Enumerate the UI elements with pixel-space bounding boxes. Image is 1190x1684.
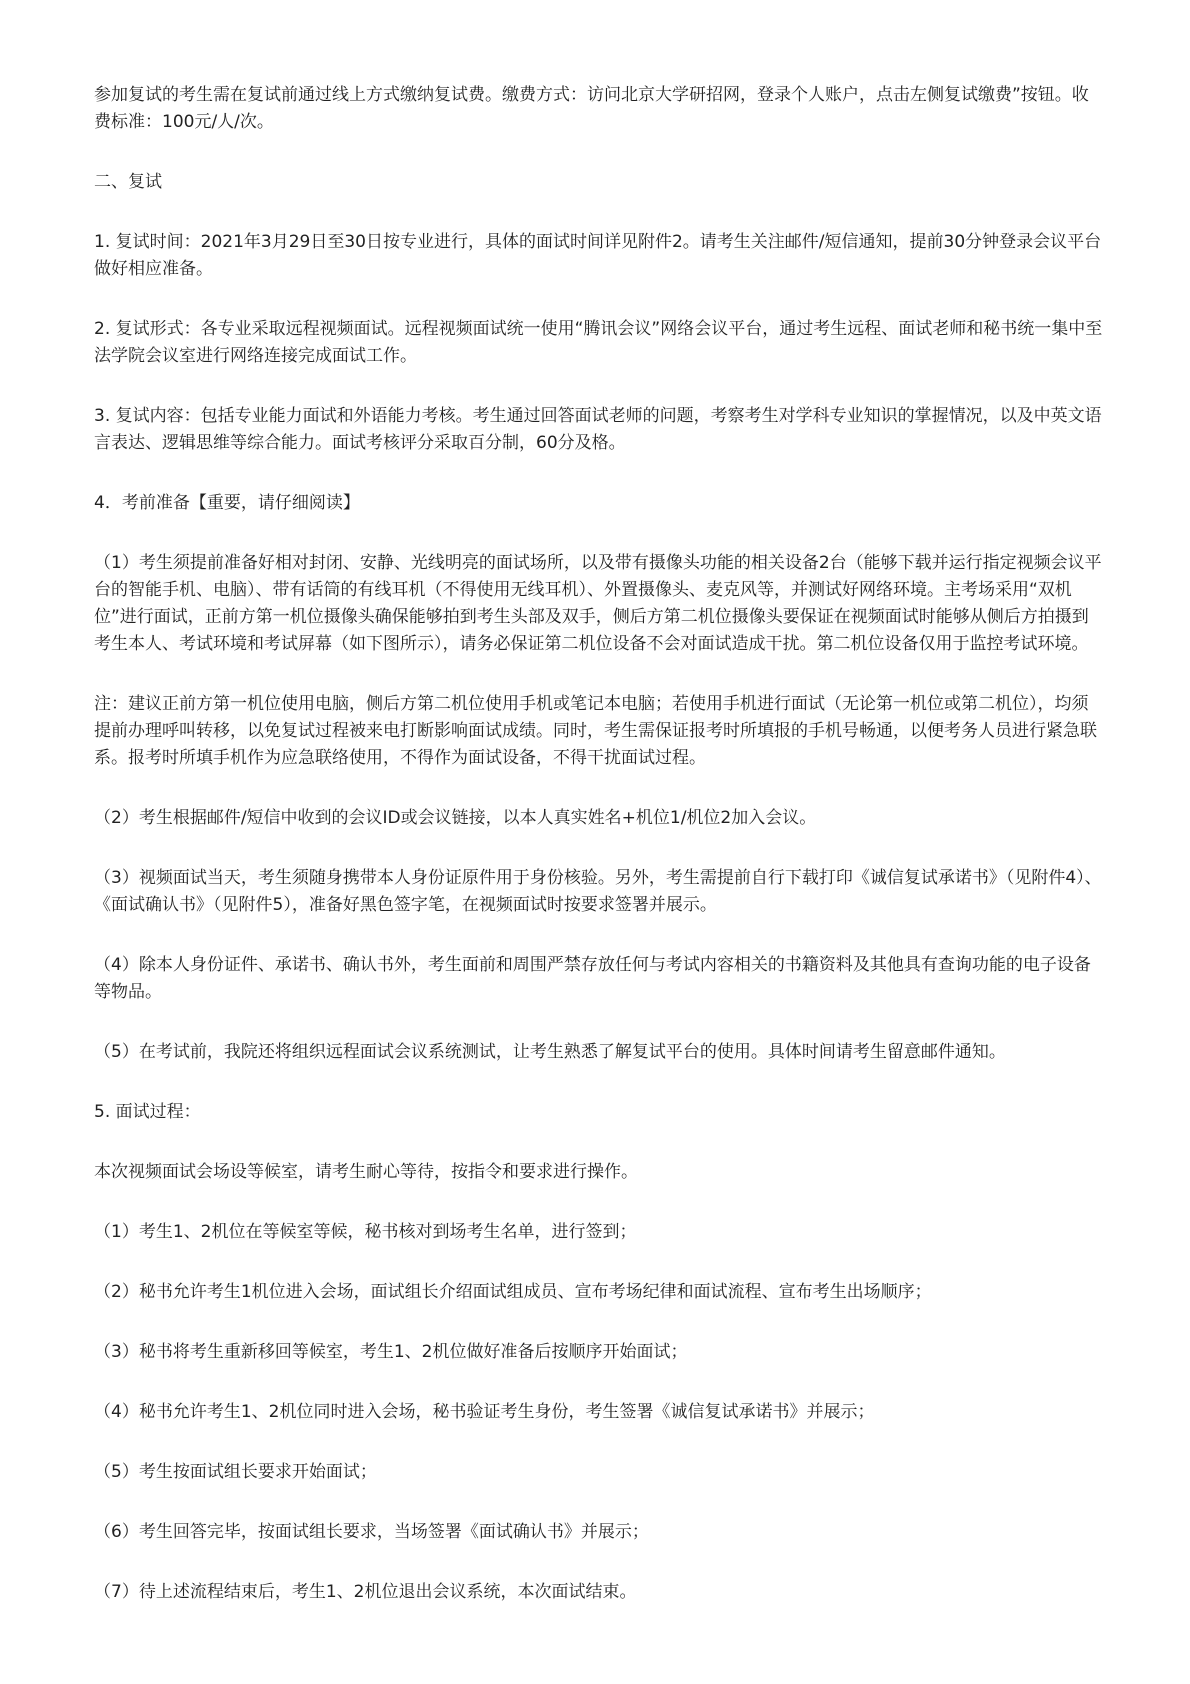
paragraph-prep-4: （4）除本人身份证件、承诺书、确认书外，考生面前和周围严禁存放任何与考试内容相关的书籍资料及其他具有查询功能的电子设备等物品。 — [94, 955, 1091, 1002]
paragraph-prep-2: （2）考生根据邮件/短信中收到的会议ID或会议链接，以本人真实姓名+机位1/机位2加入会议。 — [94, 808, 817, 828]
paragraph-process-7: （7）待上述流程结束后，考生1、2机位退出会议系统，本次面试结束。 — [94, 1582, 637, 1602]
paragraph-prep-3: （3）视频面试当天，考生须随身携带本人身份证原件用于身份核验。另外，考生需提前自行下载打印《诚信复试承诺书》（见附件4）、《面试确认书》（见附件5），准备好黑色签字笔，在视频面试时按要求签署并展示。 — [94, 868, 1102, 915]
paragraph-process-6: （6）考生回答完毕，按面试组长要求，当场签署《面试确认书》并展示； — [94, 1522, 649, 1542]
paragraph-reexam-content: 3. 复试内容：包括专业能力面试和外语能力考核。考生通过回答面试老师的问题，考察考生对学科专业知识的掌握情况，以及中英文语言表达、逻辑思维等综合能力。面试考核评分采取百分制，60分及格。 — [94, 406, 1102, 453]
document-body — [94, 82, 1104, 1639]
paragraph-prep-5: （5）在考试前，我院还将组织远程面试会议系统测试，让考生熟悉了解复试平台的使用。具体时间请考生留意邮件通知。 — [94, 1042, 1006, 1062]
paragraph-fee: 参加复试的考生需在复试前通过线上方式缴纳复试费。缴费方式：访问北京大学研招网，登录个人账户，点击左侧复试缴费”按钮。收费标准：100元/人/次。 — [94, 85, 1089, 132]
subheading-interview-process: 5. 面试过程： — [94, 1102, 201, 1122]
paragraph-reexam-time: 1. 复试时间：2021年3月29日至30日按专业进行，具体的面试时间详见附件2。请考生关注邮件/短信通知，提前30分钟登录会议平台做好相应准备。 — [94, 232, 1102, 279]
subheading-preparation: 4．考前准备【重要，请仔细阅读】 — [94, 493, 360, 513]
paragraph-prep-note: 注：建议正前方第一机位使用电脑，侧后方第二机位使用手机或笔记本电脑；若使用手机进行面试（无论第一机位或第二机位），均须提前办理呼叫转移，以免复试过程被来电打断影响面试成绩。同时，考生需保证报考时所填报的手机号畅通，以便考务人员进行紧急联系。报考时所填手机作为应急联络使用，不得作为面试设备，不得干扰面试过程。 — [94, 694, 1097, 768]
paragraph-process-1: （1）考生1、2机位在等候室等候，秘书核对到场考生名单，进行签到； — [94, 1222, 637, 1242]
paragraph-process-4: （4）秘书允许考生1、2机位同时进入会场，秘书验证考生身份，考生签署《诚信复试承诺书》并展示； — [94, 1402, 875, 1422]
section-heading-reexam: 二、复试 — [94, 172, 162, 192]
paragraph-reexam-form: 2. 复试形式：各专业采取远程视频面试。远程视频面试统一使用“腾讯会议”网络会议平台，通过考生远程、面试老师和秘书统一集中至法学院会议室进行网络连接完成面试工作。 — [94, 319, 1103, 366]
paragraph-process-2: （2）秘书允许考生1机位进入会场，面试组长介绍面试组成员、宣布考场纪律和面试流程、宣布考生出场顺序； — [94, 1282, 932, 1302]
paragraph-process-5: （5）考生按面试组长要求开始面试； — [94, 1462, 377, 1482]
paragraph-process-3: （3）秘书将考生重新移回等候室，考生1、2机位做好准备后按顺序开始面试； — [94, 1342, 688, 1362]
paragraph-prep-1: （1）考生须提前准备好相对封闭、安静、光线明亮的面试场所，以及带有摄像头功能的相关设备2台（能够下载并运行指定视频会议平台的智能手机、电脑）、带有话筒的有线耳机（不得使用无线耳机）、外置摄像头、麦克风等，并测试好网络环境。主考场采用“双机位”进行面试，正前方第一机位摄像头确保能够拍到考生头部及双手，侧后方第二机位摄像头要保证在视频面试时能够从侧后方拍摄到考生本人、考试环境和考试屏幕（如下图所示），请务必保证第二机位设备不会对面试造成干扰。第二机位设备仅用于监控考试环境。 — [94, 553, 1102, 654]
paragraph-process-intro: 本次视频面试会场设等候室，请考生耐心等待，按指令和要求进行操作。 — [94, 1162, 638, 1182]
